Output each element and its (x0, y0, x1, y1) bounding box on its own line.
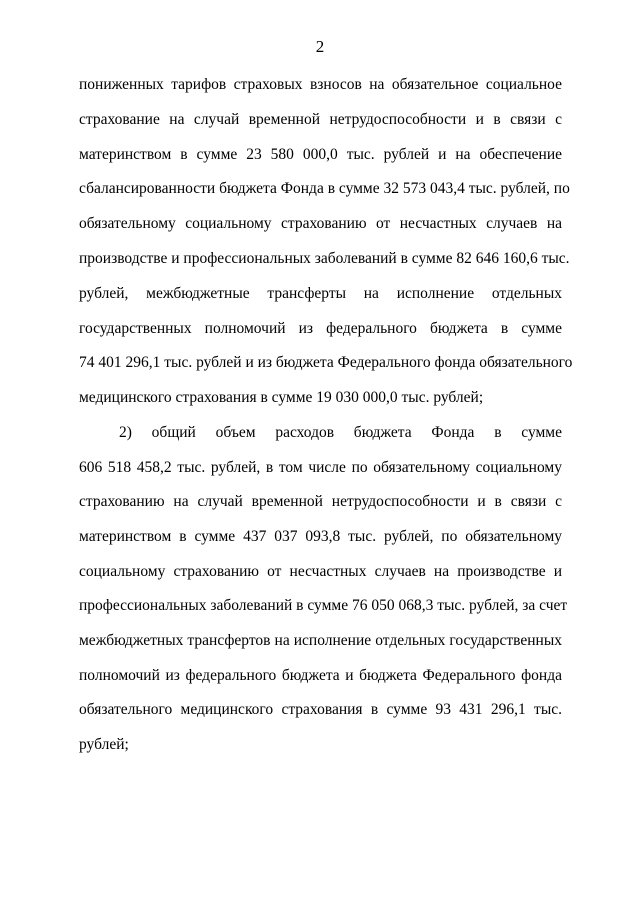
text-line: 74 401 296,1 тыс. рублей и из бюджета Федерального фонда обязательного (79, 354, 573, 371)
text-line: материнством в сумме 437 037 093,8 тыс. рублей, по обязательному (79, 528, 562, 545)
text-line: обязательному социальному страхованию от несчастных случаев на (79, 215, 562, 232)
text-line: производстве и профессиональных заболеваний в сумме 82 646 160,6 тыс. (79, 250, 570, 267)
text-line: пониженных тарифов страховых взносов на обязательное социальное (79, 76, 562, 93)
text-line: рублей; (79, 736, 129, 753)
text-line: 2) общий объем расходов бюджета Фонда в сумме (119, 424, 562, 441)
text-line: обязательного медицинского страхования в сумме 93 431 296,1 тыс. (79, 701, 562, 718)
page-number: 2 (315, 37, 325, 56)
text-line: профессиональных заболеваний в сумме 76 050 068,3 тыс. рублей, за счет (79, 597, 568, 614)
text-line: материнством в сумме 23 580 000,0 тыс. рублей и на обеспечение (79, 146, 562, 163)
text-line: сбалансированности бюджета Фонда в сумме 32 573 043,4 тыс. рублей, по (79, 180, 570, 197)
text-line: полномочий из федерального бюджета и бюджета Федерального фонда (79, 667, 562, 684)
text-line: рублей, межбюджетные трансферты на исполнение отдельных (79, 285, 562, 302)
text-line: медицинского страхования в сумме 19 030 000,0 тыс. рублей; (79, 389, 484, 406)
text-line: межбюджетных трансфертов на исполнение отдельных государственных (79, 632, 562, 649)
text-line: государственных полномочий из федерального бюджета в сумме (79, 320, 562, 337)
text-line: страхованию на случай временной нетрудоспособности и в связи с (79, 493, 562, 510)
text-line: социальному страхованию от несчастных случаев на производстве и (79, 563, 562, 580)
text-line: 606 518 458,2 тыс. рублей, в том числе по обязательному социальному (79, 459, 562, 476)
text-line: страхование на случай временной нетрудоспособности и в связи с (79, 111, 562, 128)
